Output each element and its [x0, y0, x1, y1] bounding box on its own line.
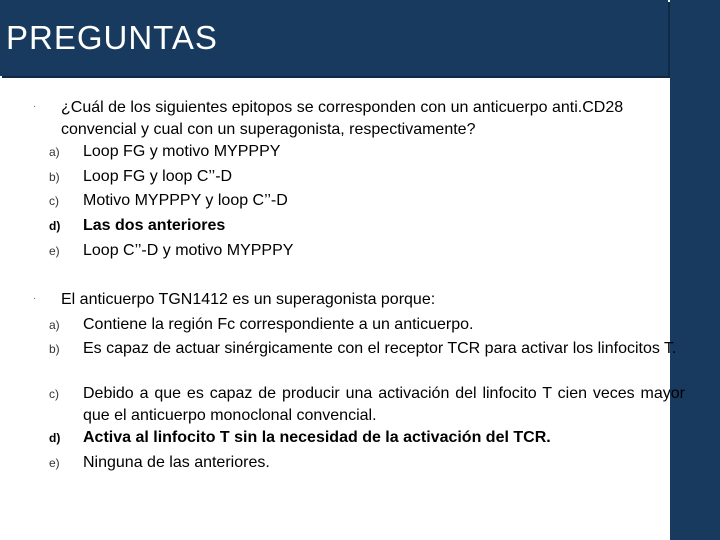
q2-option-c-text: Debido a que es capaz de producir una activación del linfocito T cien veces mayor que el anticuerpo monoclonal convencial. — [83, 385, 685, 424]
q1-option-a-letter: a) — [49, 145, 60, 159]
q2-option-d-letter: d) — [49, 431, 61, 445]
q2-option-c-letter: c) — [49, 387, 59, 401]
q1-option-c-text: Motivo MYPPPY y loop C’’-D — [83, 192, 288, 209]
slide-title: PREGUNTAS — [6, 19, 218, 56]
question-2-text: El anticuerpo TGN1412 es un superagonista porque: — [61, 291, 436, 308]
q2-option-a-text: Contiene la región Fc correspondiente a un anticuerpo. — [83, 316, 474, 333]
q2-option-e-text: Ninguna de las anteriores. — [83, 454, 270, 471]
q2-option-b-letter: b) — [49, 342, 60, 356]
q1-option-e-letter: e) — [49, 244, 60, 258]
bullet-icon: · — [33, 293, 37, 304]
bullet-icon: · — [33, 101, 37, 112]
q2-option-d-text: Activa al linfocito T sin la necesidad de la activación del TCR. — [83, 429, 551, 446]
q1-option-b-letter: b) — [49, 170, 60, 184]
q1-option-d-letter: d) — [49, 219, 61, 233]
q2-option-b-text: Es capaz de actuar sinérgicamente con el receptor TCR para activar los linfocitos T. — [83, 340, 677, 357]
question-1-text: ¿Cuál de los siguientes epitopos se corresponden con un anticuerpo anti.CD28 convencial y cual con un superagonista, respectivamente? — [61, 99, 624, 138]
q2-option-e-letter: e) — [49, 456, 60, 470]
q1-option-b-text: Loop FG y loop C’’-D — [83, 168, 233, 185]
q1-option-d-text: Las dos anteriores — [83, 217, 226, 234]
q1-option-c-letter: c) — [49, 194, 59, 208]
q1-option-a-text: Loop FG y motivo MYPPPY — [83, 143, 281, 160]
q2-option-a-letter: a) — [49, 318, 60, 332]
q1-option-e-text: Loop C’’-D y motivo MYPPPY — [83, 242, 294, 259]
